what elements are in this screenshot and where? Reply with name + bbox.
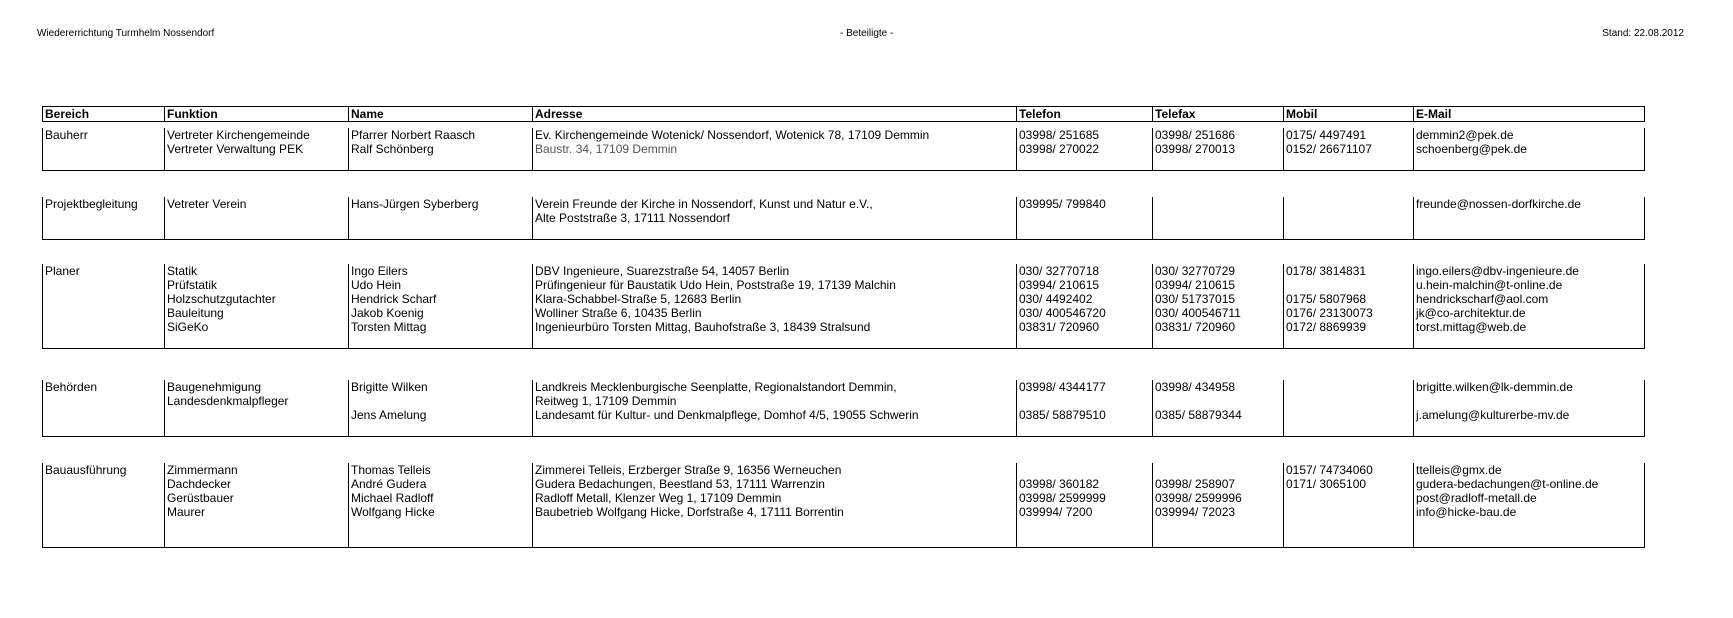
bereich-cell	[43, 491, 165, 505]
telefon-cell	[1017, 533, 1153, 548]
telefon-cell: 030/ 32770718	[1017, 264, 1153, 278]
column-header: Adresse	[533, 107, 1017, 122]
mobil-cell	[1284, 334, 1414, 349]
mobil-cell: 0171/ 3065100	[1284, 477, 1414, 491]
name-cell: Hans-Jürgen Syberberg	[349, 197, 533, 211]
header-row	[43, 107, 1645, 122]
funktion-cell	[165, 519, 349, 533]
adresse-cell: Verein Freunde der Kirche in Nossendorf, Kunst und Natur e.V.,	[533, 197, 1017, 211]
mobil-cell: 0172/ 8869939	[1284, 320, 1414, 334]
name-cell: Ingo Eilers	[349, 264, 533, 278]
bereich-cell	[43, 505, 165, 519]
funktion-cell: SiGeKo	[165, 320, 349, 334]
telefax-cell: 0385/ 58879344	[1153, 408, 1284, 422]
name-cell	[349, 422, 533, 437]
email-cell	[1414, 519, 1645, 533]
email-cell: freunde@nossen-dorfkirche.de	[1414, 197, 1645, 211]
adresse-cell: Reitweg 1, 17109 Demmin	[533, 394, 1017, 408]
bereich-cell	[43, 211, 165, 225]
telefax-cell: 030/ 32770729	[1153, 264, 1284, 278]
email-cell	[1414, 394, 1645, 408]
telefon-cell	[1017, 334, 1153, 349]
email-cell	[1414, 156, 1645, 171]
telefax-cell: 030/ 400546711	[1153, 306, 1284, 320]
table-row	[43, 264, 1645, 278]
mobil-cell	[1284, 156, 1414, 171]
column-header: Funktion	[165, 107, 349, 122]
telefon-cell: 03998/ 4344177	[1017, 380, 1153, 394]
funktion-cell	[165, 533, 349, 548]
email-cell: torst.mittag@web.de	[1414, 320, 1645, 334]
name-cell: André Gudera	[349, 477, 533, 491]
column-header-table	[42, 106, 1645, 122]
adresse-cell: Landesamt für Kultur- und Denkmalpflege, Domhof 4/5, 19055 Schwerin	[533, 408, 1017, 422]
adresse-cell: Baubetrieb Wolfgang Hicke, Dorfstraße 4, 17111 Borrentin	[533, 505, 1017, 519]
adresse-cell: DBV Ingenieure, Suarezstraße 54, 14057 Berlin	[533, 264, 1017, 278]
mobil-cell: 0178/ 3814831	[1284, 264, 1414, 278]
name-cell	[349, 533, 533, 548]
telefon-cell	[1017, 225, 1153, 240]
name-cell	[349, 519, 533, 533]
email-cell	[1414, 422, 1645, 437]
telefax-cell	[1153, 519, 1284, 533]
adresse-cell: Landkreis Mecklenburgische Seenplatte, Regionalstandort Demmin,	[533, 380, 1017, 394]
telefax-cell: 03998/ 258907	[1153, 477, 1284, 491]
funktion-cell	[165, 211, 349, 225]
adresse-cell: Gudera Bedachungen, Beestland 53, 17111 Warrenzin	[533, 477, 1017, 491]
telefon-cell	[1017, 394, 1153, 408]
bereich-cell	[43, 422, 165, 437]
telefon-cell: 03994/ 210615	[1017, 278, 1153, 292]
adresse-cell	[533, 156, 1017, 171]
section-table-projektbegleitung	[42, 197, 1645, 240]
mobil-cell	[1284, 394, 1414, 408]
table-row	[43, 306, 1645, 320]
name-cell: Jens Amelung	[349, 408, 533, 422]
name-cell	[349, 394, 533, 408]
name-cell: Pfarrer Norbert Raasch	[349, 128, 533, 142]
column-header: Mobil	[1284, 107, 1414, 122]
telefon-cell	[1017, 422, 1153, 437]
bereich-cell	[43, 142, 165, 156]
mobil-cell: 0175/ 5807968	[1284, 292, 1414, 306]
email-cell: ingo.eilers@dbv-ingenieure.de	[1414, 264, 1645, 278]
telefon-cell: 039994/ 7200	[1017, 505, 1153, 519]
column-header: Telefax	[1153, 107, 1284, 122]
bereich-cell	[43, 156, 165, 171]
mobil-cell	[1284, 408, 1414, 422]
name-cell: Hendrick Scharf	[349, 292, 533, 306]
telefon-cell: 030/ 4492402	[1017, 292, 1153, 306]
telefax-cell	[1153, 422, 1284, 437]
telefax-cell: 030/ 51737015	[1153, 292, 1284, 306]
funktion-cell	[165, 422, 349, 437]
section-table-bauherr	[42, 128, 1645, 171]
funktion-cell: Holzschutzgutachter	[165, 292, 349, 306]
name-cell	[349, 211, 533, 225]
email-cell: schoenberg@pek.de	[1414, 142, 1645, 156]
adresse-cell	[533, 422, 1017, 437]
telefax-cell	[1153, 533, 1284, 548]
table-row	[43, 519, 1645, 533]
funktion-cell	[165, 225, 349, 240]
table-row	[43, 278, 1645, 292]
table-row	[43, 225, 1645, 240]
bereich-cell	[43, 394, 165, 408]
bereich-cell	[43, 320, 165, 334]
email-cell: demmin2@pek.de	[1414, 128, 1645, 142]
funktion-cell	[165, 334, 349, 349]
telefon-cell: 03998/ 360182	[1017, 477, 1153, 491]
bereich-cell	[43, 408, 165, 422]
email-cell: u.hein-malchin@t-online.de	[1414, 278, 1645, 292]
table-row	[43, 380, 1645, 394]
bereich-cell	[43, 306, 165, 320]
funktion-cell: Bauleitung	[165, 306, 349, 320]
telefax-cell: 03998/ 270013	[1153, 142, 1284, 156]
bereich-cell: Bauherr	[43, 128, 165, 142]
email-cell: info@hicke-bau.de	[1414, 505, 1645, 519]
bereich-cell: Planer	[43, 264, 165, 278]
funktion-cell	[165, 156, 349, 171]
name-cell	[349, 334, 533, 349]
bereich-cell	[43, 292, 165, 306]
email-cell	[1414, 225, 1645, 240]
name-cell: Brigitte Wilken	[349, 380, 533, 394]
telefon-cell: 03998/ 270022	[1017, 142, 1153, 156]
name-cell: Thomas Telleis	[349, 463, 533, 477]
telefon-cell: 030/ 400546720	[1017, 306, 1153, 320]
adresse-cell	[533, 533, 1017, 548]
name-cell	[349, 225, 533, 240]
funktion-cell	[165, 408, 349, 422]
email-cell: brigitte.wilken@lk-demmin.de	[1414, 380, 1645, 394]
table-row	[43, 320, 1645, 334]
table-row	[43, 408, 1645, 422]
telefax-cell	[1153, 197, 1284, 211]
email-cell: ttelleis@gmx.de	[1414, 463, 1645, 477]
mobil-cell	[1284, 519, 1414, 533]
adresse-cell: Baustr. 34, 17109 Demmin	[533, 142, 1017, 156]
bereich-cell	[43, 278, 165, 292]
funktion-cell: Vetreter Verein	[165, 197, 349, 211]
document-subtitle: - Beteiligte -	[840, 28, 894, 39]
email-cell: gudera-bedachungen@t-online.de	[1414, 477, 1645, 491]
mobil-cell	[1284, 211, 1414, 225]
mobil-cell	[1284, 533, 1414, 548]
telefax-cell	[1153, 211, 1284, 225]
column-header: E-Mail	[1414, 107, 1645, 122]
bereich-cell: Behörden	[43, 380, 165, 394]
name-cell: Ralf Schönberg	[349, 142, 533, 156]
table-row	[43, 422, 1645, 437]
name-cell: Michael Radloff	[349, 491, 533, 505]
table-row	[43, 292, 1645, 306]
column-header: Telefon	[1017, 107, 1153, 122]
funktion-cell: Gerüstbauer	[165, 491, 349, 505]
document-date: Stand: 22.08.2012	[1602, 28, 1684, 39]
adresse-cell: Alte Poststraße 3, 17111 Nossendorf	[533, 211, 1017, 225]
funktion-cell: Vertreter Kirchengemeinde	[165, 128, 349, 142]
telefon-cell: 039995/ 799840	[1017, 197, 1153, 211]
table-row	[43, 156, 1645, 171]
mobil-cell	[1284, 278, 1414, 292]
adresse-cell: Radloff Metall, Klenzer Weg 1, 17109 Demmin	[533, 491, 1017, 505]
bereich-cell	[43, 533, 165, 548]
telefax-cell	[1153, 225, 1284, 240]
section-table-behoerden	[42, 380, 1645, 437]
mobil-cell: 0157/ 74734060	[1284, 463, 1414, 477]
telefon-cell: 0385/ 58879510	[1017, 408, 1153, 422]
column-header: Name	[349, 107, 533, 122]
document-title: Wiedererrichtung Turmhelm Nossendorf	[37, 28, 215, 39]
table-row	[43, 211, 1645, 225]
telefax-cell: 03994/ 210615	[1153, 278, 1284, 292]
bereich-cell	[43, 477, 165, 491]
adresse-cell: Klara-Schabbel-Straße 5, 12683 Berlin	[533, 292, 1017, 306]
telefon-cell	[1017, 463, 1153, 477]
bereich-cell: Bauausführung	[43, 463, 165, 477]
email-cell: post@radloff-metall.de	[1414, 491, 1645, 505]
email-cell	[1414, 211, 1645, 225]
email-cell: j.amelung@kulturerbe-mv.de	[1414, 408, 1645, 422]
adresse-cell: Ev. Kirchengemeinde Wotenick/ Nossendorf, Wotenick 78, 17109 Demmin	[533, 128, 1017, 142]
telefon-cell: 03998/ 2599999	[1017, 491, 1153, 505]
telefax-cell	[1153, 394, 1284, 408]
email-cell: hendrickscharf@aol.com	[1414, 292, 1645, 306]
telefax-cell	[1153, 156, 1284, 171]
table-row	[43, 491, 1645, 505]
section-table-planer	[42, 264, 1645, 349]
adresse-cell: Zimmerei Telleis, Erzberger Straße 9, 16356 Werneuchen	[533, 463, 1017, 477]
telefax-cell: 03998/ 2599996	[1153, 491, 1284, 505]
mobil-cell	[1284, 197, 1414, 211]
funktion-cell: Statik	[165, 264, 349, 278]
table-row	[43, 477, 1645, 491]
name-cell: Wolfgang Hicke	[349, 505, 533, 519]
table-row	[43, 128, 1645, 142]
mobil-cell	[1284, 491, 1414, 505]
table-row	[43, 463, 1645, 477]
telefon-cell	[1017, 211, 1153, 225]
telefax-cell	[1153, 334, 1284, 349]
telefax-cell: 03998/ 251686	[1153, 128, 1284, 142]
adresse-cell	[533, 225, 1017, 240]
mobil-cell: 0176/ 23130073	[1284, 306, 1414, 320]
adresse-cell: Prüfingenieur für Baustatik Udo Hein, Poststraße 19, 17139 Malchin	[533, 278, 1017, 292]
telefon-cell: 03998/ 251685	[1017, 128, 1153, 142]
funktion-cell: Landesdenkmalpfleger	[165, 394, 349, 408]
funktion-cell: Dachdecker	[165, 477, 349, 491]
funktion-cell: Zimmermann	[165, 463, 349, 477]
funktion-cell: Prüfstatik	[165, 278, 349, 292]
mobil-cell	[1284, 380, 1414, 394]
table-row	[43, 334, 1645, 349]
table-row	[43, 505, 1645, 519]
mobil-cell	[1284, 225, 1414, 240]
mobil-cell: 0152/ 26671107	[1284, 142, 1414, 156]
funktion-cell: Maurer	[165, 505, 349, 519]
bereich-cell	[43, 334, 165, 349]
telefax-cell: 03998/ 434958	[1153, 380, 1284, 394]
section-table-bauausfuehrung	[42, 463, 1645, 548]
bereich-cell	[43, 519, 165, 533]
email-cell	[1414, 334, 1645, 349]
mobil-cell: 0175/ 4497491	[1284, 128, 1414, 142]
table-row	[43, 197, 1645, 211]
name-cell: Torsten Mittag	[349, 320, 533, 334]
table-row	[43, 142, 1645, 156]
name-cell	[349, 156, 533, 171]
telefon-cell: 03831/ 720960	[1017, 320, 1153, 334]
column-header: Bereich	[43, 107, 165, 122]
telefax-cell: 039994/ 72023	[1153, 505, 1284, 519]
bereich-cell: Projektbegleitung	[43, 197, 165, 211]
telefon-cell	[1017, 156, 1153, 171]
adresse-cell: Ingenieurbüro Torsten Mittag, Bauhofstraße 3, 18439 Stralsund	[533, 320, 1017, 334]
telefax-cell: 03831/ 720960	[1153, 320, 1284, 334]
bereich-cell	[43, 225, 165, 240]
telefon-cell	[1017, 519, 1153, 533]
name-cell: Jakob Koenig	[349, 306, 533, 320]
email-cell: jk@co-architektur.de	[1414, 306, 1645, 320]
name-cell: Udo Hein	[349, 278, 533, 292]
mobil-cell	[1284, 422, 1414, 437]
table-row	[43, 533, 1645, 548]
email-cell	[1414, 533, 1645, 548]
adresse-cell	[533, 334, 1017, 349]
funktion-cell: Vertreter Verwaltung PEK	[165, 142, 349, 156]
adresse-cell: Wolliner Straße 6, 10435 Berlin	[533, 306, 1017, 320]
mobil-cell	[1284, 505, 1414, 519]
telefax-cell	[1153, 463, 1284, 477]
adresse-cell	[533, 519, 1017, 533]
table-row	[43, 394, 1645, 408]
funktion-cell: Baugenehmigung	[165, 380, 349, 394]
